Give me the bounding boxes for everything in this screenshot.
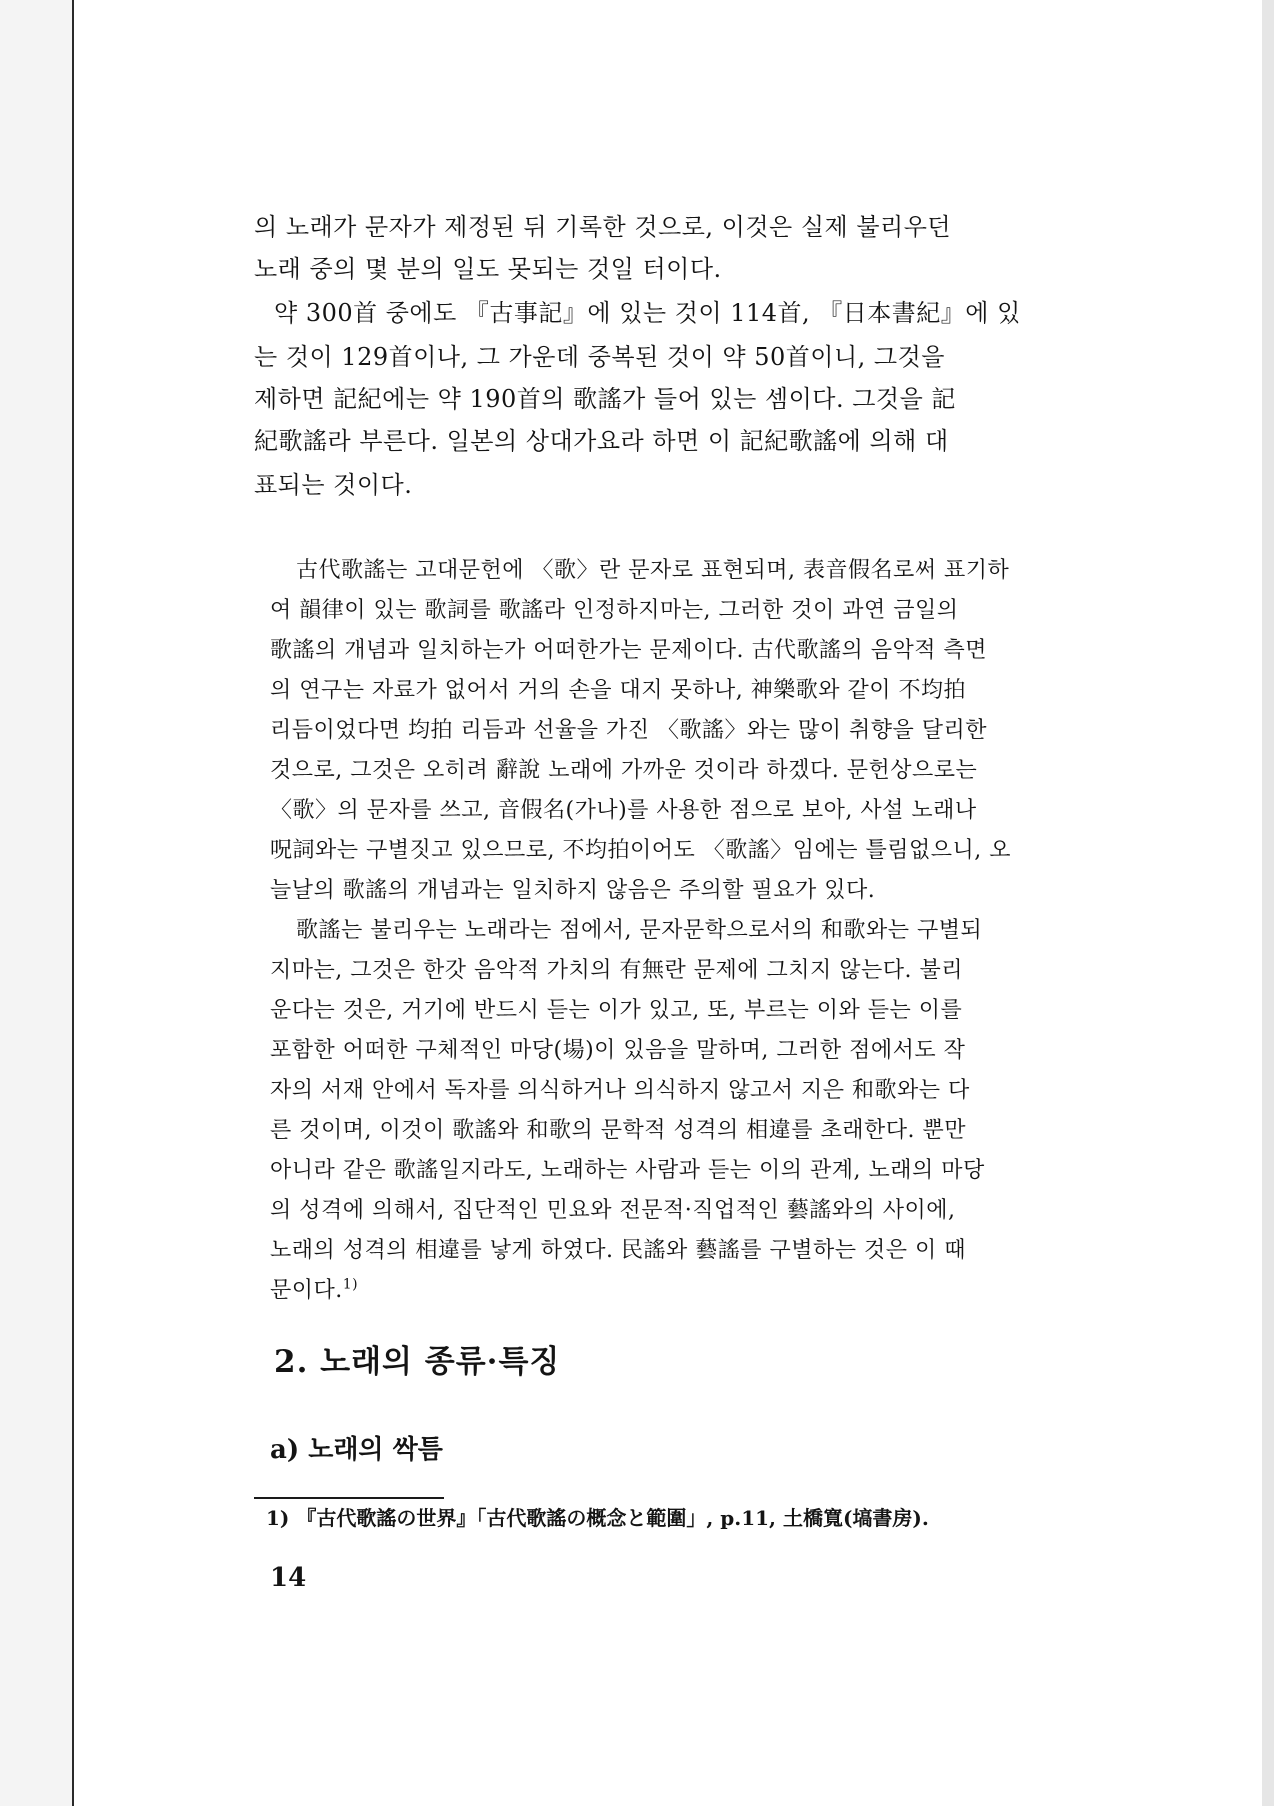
text-line: 〈歌〉의 문자를 쓰고, 音假名(가나)를 사용한 점으로 보아, 사설 노래나: [270, 798, 977, 823]
text-line: 른 것이며, 이것이 歌謠와 和歌의 문학적 성격의 相違를 초래한다. 뿐만: [270, 1118, 966, 1143]
text-line: 지마는, 그것은 한갓 음악적 가치의 有無란 문제에 그치지 않는다. 불리: [270, 958, 963, 983]
text-line: 포함한 어떠한 구체적인 마당(場)이 있음을 말하며, 그러한 점에서도 작: [270, 1038, 966, 1063]
text-line: 의 성격에 의해서, 집단적인 민요와 전문적·직업적인 藝謠와의 사이에,: [270, 1198, 956, 1223]
section-title: 2. 노래의 종류·특징: [274, 1344, 561, 1380]
text-line: 呪詞와는 구별짓고 있으므로, 不均拍이어도 〈歌謠〉임에는 틀림없으니, 오: [270, 838, 1011, 863]
text-line: 운다는 것은, 거기에 반드시 듣는 이가 있고, 또, 부르는 이와 듣는 이를: [270, 998, 963, 1023]
subsection-title: a) 노래의 싹틈: [270, 1435, 443, 1465]
page-number: 14: [270, 1563, 307, 1593]
page-edge: [1262, 0, 1274, 1806]
text-line: 歌謠는 불리우는 노래라는 점에서, 문자문학으로서의 和歌와는 구별되: [296, 918, 983, 943]
text-line: 의 노래가 문자가 제정된 뒤 기록한 것으로, 이것은 실제 불리우던: [254, 213, 952, 241]
text-line: 자의 서재 안에서 독자를 의식하거나 의식하지 않고서 지은 和歌와는 다: [270, 1078, 970, 1103]
text-line: [270, 1271, 358, 1311]
text-line: 아니라 같은 歌謠일지라도, 노래하는 사람과 듣는 이의 관계, 노래의 마당: [270, 1158, 985, 1183]
text-line: 약 300首 중에도 『古事記』에 있는 것이 114首, 『日本書紀』에 있: [274, 299, 1021, 327]
text-line: 紀歌謠라 부른다. 일본의 상대가요라 하면 이 記紀歌謠에 의해 대: [254, 427, 949, 455]
footnote: 1) 『古代歌謠の世界』「古代歌謠の概念と範圍」, p.11, 土橋寬(塙書房).: [266, 1506, 929, 1530]
text-line: 의 연구는 자료가 없어서 거의 손을 대지 못하나, 神樂歌와 같이 不均拍: [270, 678, 966, 703]
text-line: 노래 중의 몇 분의 일도 못되는 것일 터이다.: [254, 255, 722, 283]
text-line: 리듬이었다면 均拍 리듬과 선율을 가진 〈歌謠〉와는 많이 취향을 달리한: [270, 718, 987, 743]
text-line: 는 것이 129首이나, 그 가운데 중복된 것이 약 50首이니, 그것을: [254, 343, 945, 371]
footnote-marker: 1): [342, 1276, 359, 1293]
text-line: 것으로, 그것은 오히려 辭說 노래에 가까운 것이라 하겠다. 문헌상으로는: [270, 758, 978, 783]
text-line-content: 문이다.: [270, 1278, 343, 1303]
text-line: 표되는 것이다.: [254, 471, 413, 499]
text-line: 늘날의 歌謠의 개념과는 일치하지 않음은 주의할 필요가 있다.: [270, 878, 876, 903]
text-line: 古代歌謠는 고대문헌에 〈歌〉란 문자로 표현되며, 表音假名로써 표기하: [296, 558, 1010, 583]
text-line: 여 韻律이 있는 歌詞를 歌謠라 인정하지마는, 그러한 것이 과연 금일의: [270, 598, 959, 623]
footnote-divider: [254, 1497, 444, 1499]
text-line: 제하면 記紀에는 약 190首의 歌謠가 들어 있는 셈이다. 그것을 記: [254, 385, 956, 413]
text-line: 歌謠의 개념과 일치하는가 어떠한가는 문제이다. 古代歌謠의 음악적 측면: [270, 638, 987, 663]
text-line: 노래의 성격의 相違를 낳게 하였다. 民謠와 藝謠를 구별하는 것은 이 때: [270, 1238, 966, 1263]
